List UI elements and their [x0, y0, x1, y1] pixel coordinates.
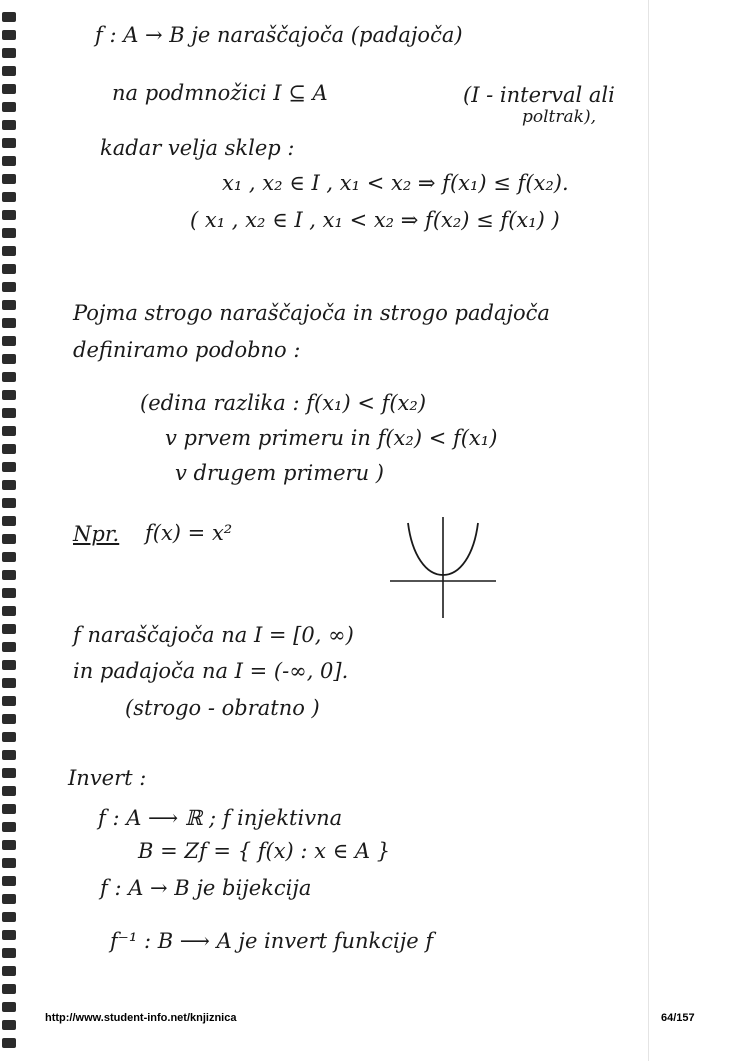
definition-note-interval: (I - interval ali — [463, 83, 615, 107]
spiral-ring — [2, 12, 16, 22]
spiral-ring — [2, 930, 16, 940]
spiral-ring — [2, 732, 16, 742]
page-margin-line — [648, 0, 649, 1061]
definition-note-ray: poltrak), — [522, 107, 596, 127]
spiral-ring — [2, 66, 16, 76]
spiral-ring — [2, 714, 16, 724]
spiral-ring — [2, 84, 16, 94]
spiral-ring — [2, 1020, 16, 1030]
spiral-ring — [2, 228, 16, 238]
inverse-injective: f : A ⟶ ℝ ; f injektivna — [98, 806, 343, 830]
spiral-binding — [0, 0, 22, 1061]
decreasing-implication: ( x₁ , x₂ ∈ I , x₁ < x₂ ⇒ f(x₂) ≤ f(x₁) ) — [190, 208, 560, 232]
spiral-ring — [2, 282, 16, 292]
strict-definition-line2: definiramo podobno : — [73, 338, 301, 362]
example-strict-note: (strogo - obratno ) — [125, 696, 320, 720]
example-label: Npr. — [73, 522, 120, 546]
spiral-ring — [2, 246, 16, 256]
spiral-ring — [2, 768, 16, 778]
spiral-ring — [2, 984, 16, 994]
spiral-ring — [2, 498, 16, 508]
spiral-ring — [2, 858, 16, 868]
spiral-ring — [2, 822, 16, 832]
spiral-ring — [2, 336, 16, 346]
spiral-ring — [2, 48, 16, 58]
spiral-ring — [2, 804, 16, 814]
spiral-ring — [2, 408, 16, 418]
spiral-ring — [2, 390, 16, 400]
inverse-image-set: B = Zf = { f(x) : x ∈ A } — [138, 839, 391, 863]
spiral-ring — [2, 1002, 16, 1012]
spiral-ring — [2, 534, 16, 544]
spiral-ring — [2, 624, 16, 634]
definition-condition-label: kadar velja sklep : — [100, 136, 295, 160]
spiral-ring — [2, 102, 16, 112]
spiral-ring — [2, 444, 16, 454]
spiral-ring — [2, 318, 16, 328]
spiral-ring — [2, 192, 16, 202]
spiral-ring — [2, 552, 16, 562]
footer-url[interactable]: http://www.student-info.net/knjiznica — [45, 1012, 237, 1024]
spiral-ring — [2, 174, 16, 184]
spiral-ring — [2, 516, 16, 526]
spiral-ring — [2, 300, 16, 310]
footer-page-number: 64/157 — [661, 1012, 695, 1024]
spiral-ring — [2, 156, 16, 166]
spiral-ring — [2, 138, 16, 148]
definition-heading: f : A → B je naraščajoča (padajoča) — [95, 23, 463, 47]
difference-line3: v drugem primeru ) — [175, 461, 384, 485]
spiral-ring — [2, 120, 16, 130]
spiral-ring — [2, 966, 16, 976]
spiral-ring — [2, 678, 16, 688]
difference-line2: v prvem primeru in f(x₂) < f(x₁) — [165, 426, 498, 450]
spiral-ring — [2, 606, 16, 616]
spiral-ring — [2, 480, 16, 490]
spiral-ring — [2, 588, 16, 598]
inverse-bijection: f : A → B je bijekcija — [100, 876, 312, 900]
spiral-ring — [2, 948, 16, 958]
spiral-ring — [2, 264, 16, 274]
example-function: f(x) = x² — [145, 521, 233, 545]
definition-subset: na podmnožici I ⊆ A — [112, 81, 328, 105]
spiral-ring — [2, 912, 16, 922]
difference-line1: (edina razlika : f(x₁) < f(x₂) — [140, 391, 427, 415]
spiral-ring — [2, 750, 16, 760]
spiral-ring — [2, 876, 16, 886]
example-decreasing: in padajoča na I = (-∞, 0]. — [73, 659, 349, 683]
spiral-ring — [2, 642, 16, 652]
parabola-graph — [388, 515, 498, 620]
spiral-ring — [2, 894, 16, 904]
spiral-ring — [2, 354, 16, 364]
spiral-ring — [2, 660, 16, 670]
spiral-ring — [2, 210, 16, 220]
spiral-ring — [2, 1038, 16, 1048]
spiral-ring — [2, 426, 16, 436]
spiral-ring — [2, 696, 16, 706]
spiral-ring — [2, 30, 16, 40]
spiral-ring — [2, 786, 16, 796]
inverse-heading: Invert : — [68, 766, 147, 790]
spiral-ring — [2, 372, 16, 382]
spiral-ring — [2, 570, 16, 580]
spiral-ring — [2, 462, 16, 472]
example-increasing: f naraščajoča na I = [0, ∞) — [73, 623, 354, 647]
strict-definition-line1: Pojma strogo naraščajoča in strogo padajoča — [73, 301, 550, 325]
spiral-ring — [2, 840, 16, 850]
increasing-implication: x₁ , x₂ ∈ I , x₁ < x₂ ⇒ f(x₁) ≤ f(x₂). — [222, 171, 569, 195]
inverse-definition: f⁻¹ : B ⟶ A je invert funkcije f — [110, 929, 434, 953]
